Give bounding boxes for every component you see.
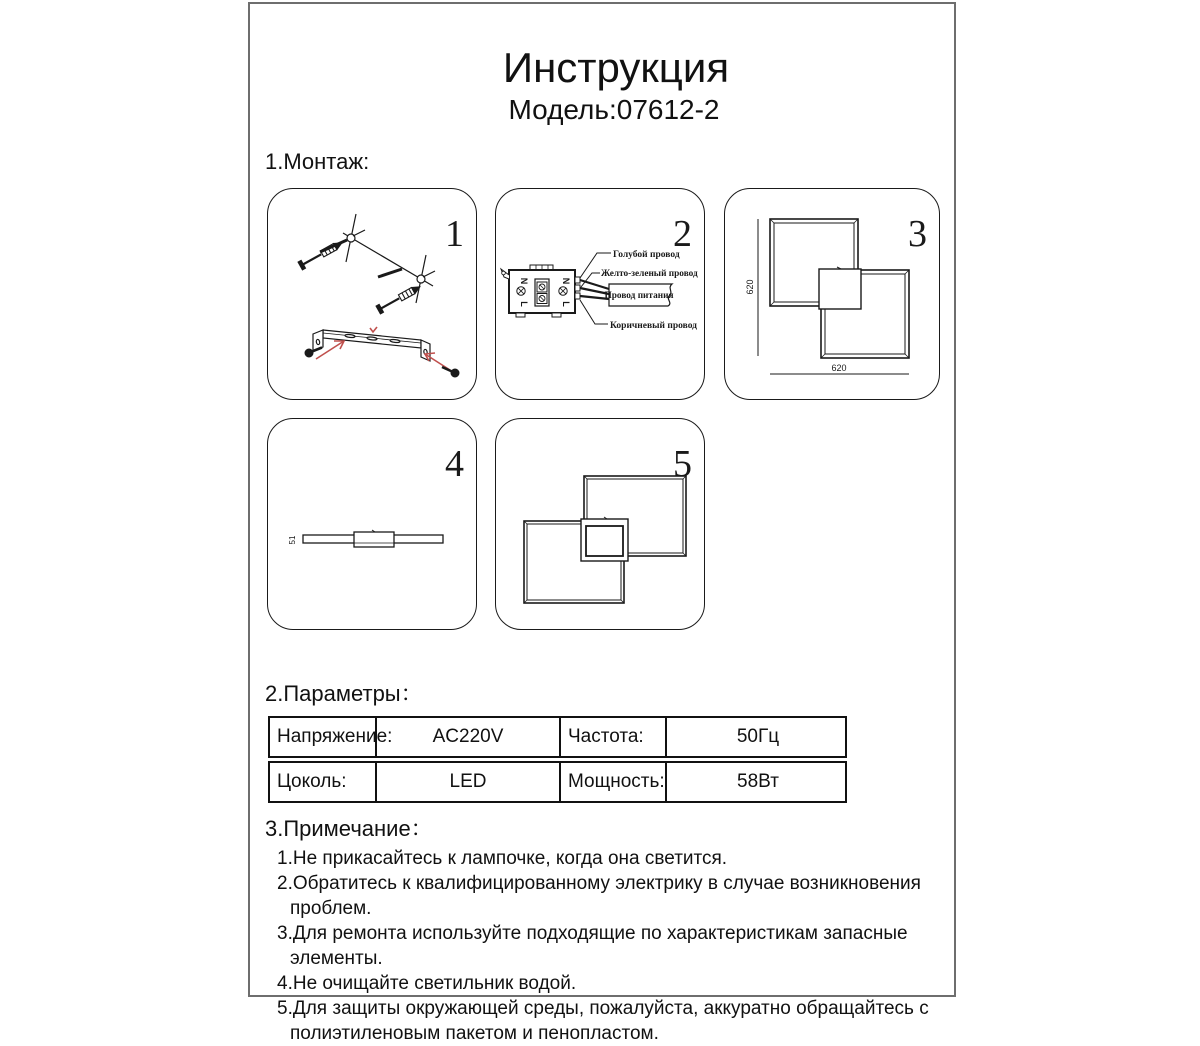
note-item-1: 1.Не прикасайтесь к лампочке, когда она светится. bbox=[277, 848, 728, 869]
terminal-label-n-left: N bbox=[519, 277, 529, 285]
param-label-socket: Цоколь: bbox=[270, 763, 377, 801]
model-number: Модель:07612-2 bbox=[508, 94, 720, 125]
param-label-power: Мощность: bbox=[561, 763, 667, 801]
dimension-width bbox=[770, 363, 909, 374]
param-value-socket: LED bbox=[377, 763, 561, 801]
mounting-bracket bbox=[313, 330, 430, 361]
params-row-1 bbox=[268, 716, 847, 758]
dim-label-thickness: 51 bbox=[288, 535, 297, 545]
montage-panel-2 bbox=[495, 188, 705, 400]
params-row-2 bbox=[268, 761, 847, 803]
notes-list bbox=[277, 846, 959, 1046]
panel-number-3: 3 bbox=[908, 213, 927, 255]
mounting-anchors-diagram bbox=[268, 189, 475, 398]
wire-label-brown: Коричневый провод bbox=[610, 321, 697, 331]
terminal-label-n-right: N bbox=[561, 277, 571, 285]
assembled-view-diagram bbox=[496, 419, 703, 628]
param-value-voltage: AC220V bbox=[377, 718, 561, 756]
pencil-mark-right bbox=[378, 269, 402, 277]
wire-label-ground: Желто-зеленый провод bbox=[601, 269, 698, 279]
terminal-label-l-right: L bbox=[561, 301, 571, 307]
center-canopy bbox=[819, 269, 861, 309]
montage-panel-4 bbox=[267, 418, 477, 630]
wall-marks bbox=[343, 214, 435, 303]
param-label-frequency: Частота: bbox=[561, 718, 667, 756]
param-value-power: 58Вт bbox=[737, 771, 779, 792]
param-value-frequency: 50Гц bbox=[736, 726, 780, 747]
fixture-side-profile bbox=[303, 530, 443, 547]
terminal-label-l-left: L bbox=[519, 301, 529, 307]
dim-label-width: 620 bbox=[831, 363, 847, 373]
page-title: Инструкция bbox=[502, 44, 730, 91]
section-heading-params: 2.Параметры： bbox=[265, 681, 423, 706]
panel-number-2: 2 bbox=[673, 213, 692, 255]
dimensions-top-view-diagram bbox=[725, 189, 938, 398]
params-table bbox=[268, 716, 847, 806]
center-canopy bbox=[581, 517, 628, 561]
section-heading-montage: 1.Монтаж: bbox=[265, 149, 370, 174]
montage-panel-1 bbox=[267, 188, 477, 400]
section-heading-notes: 3.Примечание： bbox=[265, 816, 433, 841]
terminal-block bbox=[501, 265, 575, 317]
panel-number-1: 1 bbox=[445, 213, 464, 255]
dimension-height bbox=[745, 219, 758, 356]
dim-label-height: 620 bbox=[745, 279, 755, 295]
param-label-voltage: Напряжение: bbox=[270, 718, 377, 756]
montage-panel-5 bbox=[495, 418, 705, 630]
note-item-2: 2.Обратитесь к квалифицированному электрику в случае возникновения проблем. bbox=[277, 873, 921, 919]
instruction-page bbox=[248, 2, 956, 1044]
screw-anchor-right bbox=[376, 283, 422, 314]
note-item-3: 3.Для ремонта используйте подходящие по характеристикам запасные элементы. bbox=[277, 923, 908, 969]
note-item-5: 5.Для защиты окружающей среды, пожалуйста, аккуратно обращайтесь с полиэтиленовым пакетом и пенопластом. bbox=[277, 998, 929, 1044]
wire-label-blue: Голубой провод bbox=[613, 250, 680, 260]
panel-number-4: 4 bbox=[445, 443, 464, 485]
wiring-diagram bbox=[496, 189, 703, 398]
wire-label-power: Провод питания bbox=[604, 291, 674, 301]
panel-number-5: 5 bbox=[673, 443, 692, 485]
montage-panel-3 bbox=[724, 188, 940, 400]
side-view-diagram bbox=[268, 419, 475, 628]
note-item-4: 4.Не очищайте светильник водой. bbox=[277, 973, 577, 994]
